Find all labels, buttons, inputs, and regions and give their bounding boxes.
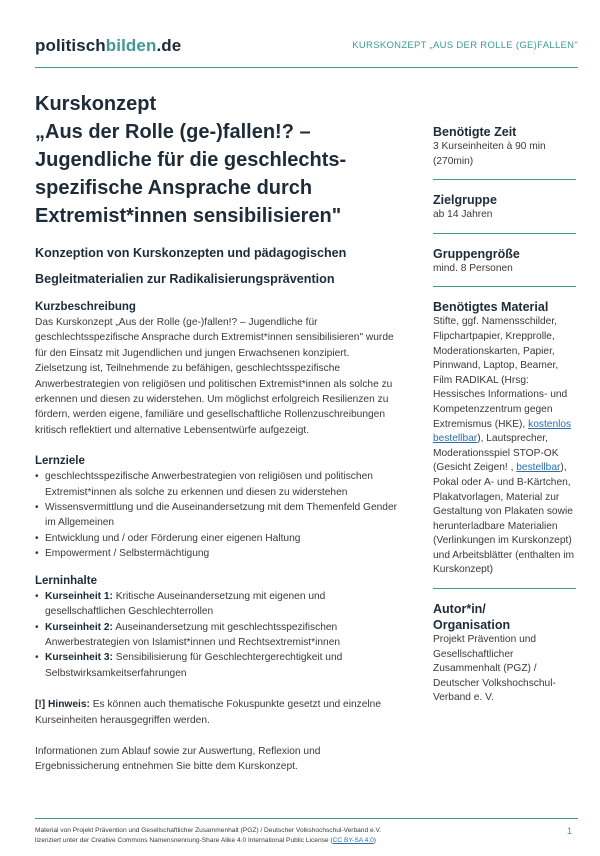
site-logo[interactable] bbox=[35, 36, 181, 56]
sidebar-heading-line: Autor*in/ bbox=[433, 602, 486, 617]
sidebar-block-zielgruppe bbox=[433, 192, 576, 234]
section-lerninhalte bbox=[35, 574, 400, 681]
title-line: „Aus der Rolle (ge-)fallen!? – bbox=[35, 121, 311, 143]
sidebar-block-autor bbox=[433, 601, 576, 716]
footer-line-end: ) bbox=[373, 837, 376, 844]
section-text: Das Kurskonzept „Aus der Rolle (ge-)fallen!? – Jugendliche für geschlechtsspezifische Ansprache durch Extremist*innen sensibilisieren" wurde für den Einsatz mit Jugendlichen und jungen Erwachsenen konzipiert. Zielsetzung ist, Teilnehmende zu befähigen, geschlechtsspezifische Anwerbestrategien von religiösen und politischen Extremist*innen als solche zu erkennen und diesen zu widerstehen. Um möglichst erfolgreich Resilienzen zu fördern, werden eigene, familiäre und gesellschaftliche Rollenzuschreibungen kritisch reflektiert und alternative Lebensentwürfe aufgezeigt. bbox=[35, 317, 394, 436]
subtitle-line: Begleitmaterialien zur Radikalisierungsprävention bbox=[35, 272, 335, 286]
section-heading: Kurzbeschreibung bbox=[35, 301, 136, 313]
sidebar-value: 3 Kurseinheiten à 90 min (270min) bbox=[433, 141, 546, 167]
title-line: spezifische Ansprache durch bbox=[35, 177, 313, 199]
list-item bbox=[35, 589, 400, 620]
section-kurzbeschreibung bbox=[35, 300, 400, 438]
footer-line: lizenziert unter der Creative Commons Namensnennung-Share Alike 4.0 International Public License ( bbox=[35, 837, 333, 844]
footer-line: Material von Projekt Prävention und Gesellschaftlicher Zusammenhalt (PGZ) / Deutscher Volkshochschul-Verband e.V. bbox=[35, 827, 382, 834]
list-item-label: Kurseinheit 1: bbox=[45, 590, 113, 602]
list-item: • Wissensvermittlung und die Auseinandersetzung mit dem Themenfeld Gender im Allgemeinen bbox=[35, 500, 400, 531]
list-item: • Empowerment / Selbstermächtigung bbox=[35, 546, 400, 561]
title-line: Kurskonzept bbox=[35, 93, 157, 115]
footer-divider bbox=[35, 818, 578, 819]
license-link[interactable]: CC BY-SA 4.0 bbox=[332, 837, 374, 844]
sidebar-heading: Benötigtes Material bbox=[433, 300, 549, 315]
sidebar-value: ab 14 Jahren bbox=[433, 209, 493, 221]
logo-text-accent: bilden bbox=[105, 36, 157, 55]
sidebar-value bbox=[433, 315, 576, 578]
list-item: • Entwicklung und / oder Förderung einer eigenen Haltung bbox=[35, 531, 400, 546]
material-text: ), Lautsprecher, Moderationsspiel STOP-OK (Gesicht Zeigen! , bbox=[433, 433, 559, 474]
page-number: 1 bbox=[566, 826, 572, 836]
list-item bbox=[35, 650, 400, 681]
sidebar-value: mind. 8 Personen bbox=[433, 262, 513, 274]
list-item-text: Kritische Auseinandersetzung mit eigenen und gesellschaftlichen Geschlechterrollen bbox=[45, 590, 326, 618]
list-item: • geschlechtsspezifische Anwerbestrategien von religiösen und politischen Extremist*innen als solche zu erkennen und diesen zu widerstehen bbox=[35, 469, 400, 500]
title-line: Jugendliche für die geschlechts- bbox=[35, 149, 347, 171]
sidebar bbox=[433, 124, 576, 728]
sidebar-heading: Zielgruppe bbox=[433, 193, 497, 208]
footer-license bbox=[35, 826, 555, 846]
list-item-text: Sensibilisierung für Geschlechtergerechtigkeit und Selbstwirksamkeitserfahrungen bbox=[45, 652, 343, 679]
lernziele-list bbox=[35, 469, 400, 561]
list-item-text: Auseinandersetzung mit geschlechtsspezifischen Anwerbestrategien von Islamist*innen und Rechtsextremist*innen bbox=[45, 621, 341, 648]
subtitle-line: Konzeption von Kurskonzepten und pädagogischen bbox=[35, 246, 347, 260]
page-title bbox=[35, 90, 400, 230]
sidebar-block-material bbox=[433, 299, 576, 589]
lerninhalte-list bbox=[35, 589, 400, 681]
section-heading: Lerninhalte bbox=[35, 574, 97, 587]
list-item-label: Kurseinheit 3: bbox=[45, 652, 113, 664]
material-text: ), Pokal oder A- und B-Kärtchen, Plakatvorlagen, Material zur Gestaltung von Plakaten sowie herunterladbare Materialien (Verlinkungen im Kurskonzept) und Arbeitsblätter (enthalten im Kurskonzept) bbox=[433, 462, 575, 576]
header-document-label: KURSKONZEPT „AUS DER ROLLE (GE)FALLEN" bbox=[352, 40, 578, 51]
material-text: Stifte, ggf. Namensschilder, Flipchartpapier, Krepprolle, Moderationskarten, Papier, Pinnwand, Laptop, Beamer, Film RADIKAL (Hrsg: Hessisches Informations- und Kompetenzzentrum gegen Extremismus (HKE), bbox=[433, 316, 568, 430]
sidebar-block-gruppengroesse bbox=[433, 246, 576, 288]
logo-text-main: politisch bbox=[35, 36, 106, 55]
list-item bbox=[35, 620, 400, 651]
section-heading: Lernziele bbox=[35, 455, 85, 468]
sidebar-value: Projekt Prävention und Gesellschaftlicher Zusammenhalt (PGZ) / Deutscher Volkshochschul-Verband e. V. bbox=[433, 634, 556, 704]
page-subtitle bbox=[35, 240, 400, 292]
title-line: Extremist*innen sensibilisieren" bbox=[35, 205, 342, 227]
material-link-bestellbar[interactable]: kostenlos bestellbar bbox=[433, 418, 572, 445]
section-lernziele bbox=[35, 454, 400, 561]
material-link-bestellbar-stopok[interactable]: bestellbar bbox=[516, 462, 561, 474]
hinweis-text: Es können auch thematische Fokuspunkte gesetzt und einzelne Kurseinheiten herausgegriffen werden. bbox=[35, 699, 382, 726]
list-item-label: Kurseinheit 2: bbox=[45, 621, 113, 633]
sidebar-block-zeit bbox=[433, 124, 576, 180]
main-column bbox=[35, 90, 400, 775]
sidebar-heading: Benötigte Zeit bbox=[433, 125, 517, 139]
sidebar-heading-line: Organisation bbox=[433, 618, 511, 633]
hinweis-label: [!] Hinweis: bbox=[35, 699, 90, 711]
hinweis-note bbox=[35, 697, 400, 728]
info-text: Informationen zum Ablauf sowie zur Auswertung, Reflexion und Ergebnissicherung entnehmen Sie bitte dem Kurskonzept. bbox=[35, 745, 321, 773]
header-divider bbox=[35, 67, 578, 68]
sidebar-heading bbox=[433, 601, 576, 633]
logo-text-tld: .de bbox=[156, 36, 182, 55]
sidebar-heading: Gruppengröße bbox=[433, 246, 520, 261]
